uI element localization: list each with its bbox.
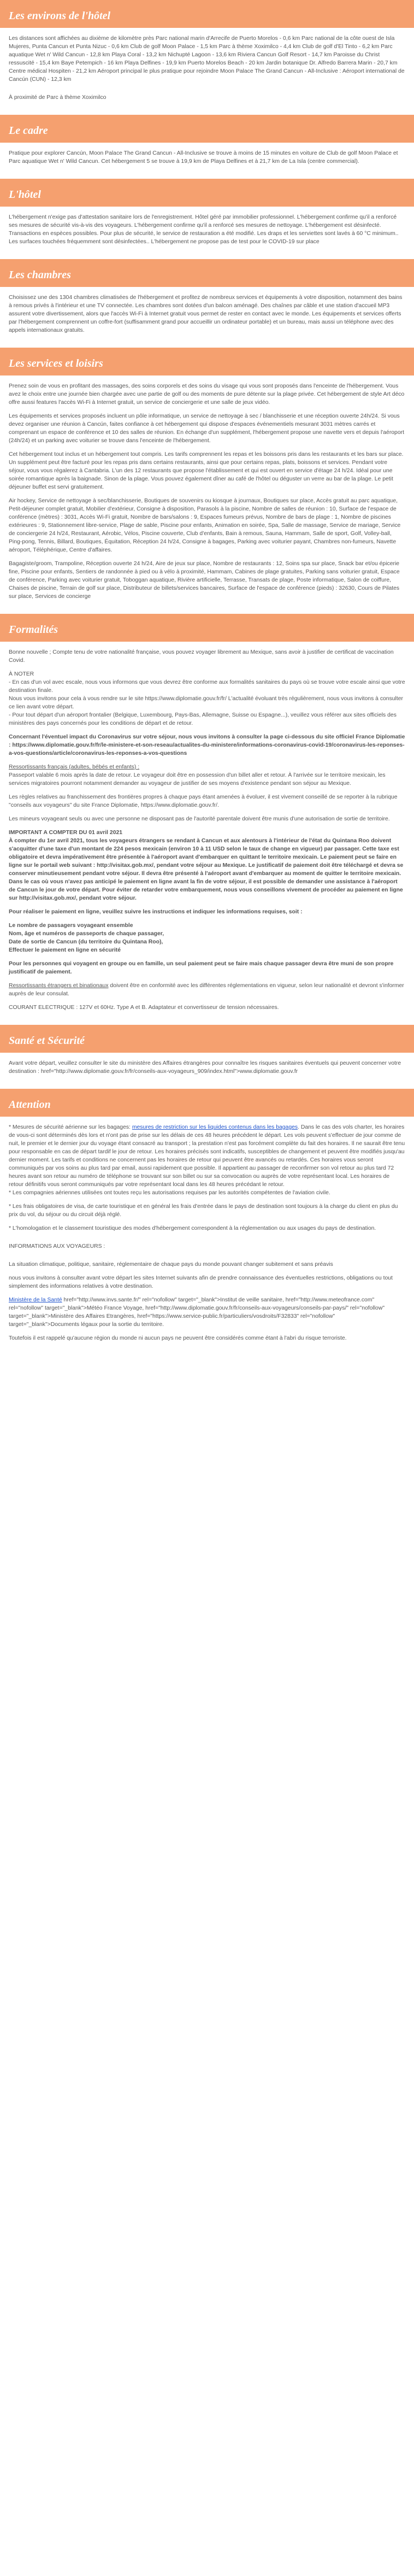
attention-bagages [9,1123,405,1197]
section-title-sante: Santé et Sécurité [0,1025,414,1053]
attention-compagnies: * Les compagnies aériennes utilisées ont toutes reçu les autorisations requises par les autorités compétentes de l'aviation civile. [9,1190,330,1196]
formalites-intro: Bonne nouvelle ; Compte tenu de votre nationalité française, vous pouvez voyager librement au Mexique, sans avoir à justifier de certificat de vaccination Covid. [9,649,394,664]
attention-terrorisme: Toutefois il est rappelé qu'aucune région du monde ni aucun pays ne peuvent être considérés comme étant à l'abri du risque terroriste. [9,1335,347,1341]
attention-info-title: INFORMATIONS AUX VOYAGEURS : [9,1243,105,1249]
formalites-important-title: IMPORTANT A COMPTER DU 01 avril 2021 [9,830,123,836]
hotel-text: L'hébergement n'exige pas d'attestation sanitaire lors de l'enregistrement. Hôtel géré par immobilier professionnel. L'hébergement confirme qu'il a renforcé ses mesures de sécurité vis-à-vis des voyageurs. L'hébergement confirme qu'il a renforcé ses mesures de nettoyage. L'hébergement est désinfecté. Transactions en espèces possibles. Pour plus de sécurité, le service de restauration a été modifié. Les draps et les serviettes sont lavés à 60 °C minimum.. Les surfaces touchées fréquemment sont désinfectées.. L'hébergement ne propose pas de test pour le COVID-19 sur place [9,214,399,245]
section-title-formalites: Formalités [0,614,414,642]
formalites-ressortissants [9,763,405,788]
formalites-list-item: Nom, âge et numéros de passeports de chaque passager, [9,931,164,937]
sante-text: Avant votre départ, veuillez consulter le site du ministère des Affaires étrangères pour connaître les risques sanitaires éventuels qui peuvent concerner votre destination : href="http://www.diplomatie.gouv.fr/fr/conseils-aux-voyageurs_909/index.html">www.diplomatie.gouv.fr [9,1060,401,1075]
section-title-cadre: Le cadre [0,115,414,143]
formalites-etrangers [9,982,405,998]
section-title-chambres: Les chambres [0,259,414,287]
section-title-attention: Attention [0,1089,414,1117]
liquides-link[interactable]: mesures de restriction sur les liquides contenus dans les bagages [132,1124,298,1130]
section-sante [0,1025,414,1089]
section-chambres [0,259,414,348]
section-title-services: Les services et loisirs [0,348,414,375]
attention-links [9,1296,405,1329]
formalites-list-item: Le nombre de passagers voyageant ensemble [9,923,133,929]
services-text-1: Prenez soin de vous en profitant des massages, des soins corporels et des soins du visage qui vous sont proposés dans l'enceinte de l'hébergement. Vous avez le choix entre une journée bien chargée avec une partie de golf ou des moments de pure détente sur la plage privée. Cet hébergement de style Art déco offre aussi features l'accès Wi-Fi à Internet gratuit, un service de conciergerie et une salle de jeux vidéo. [9,383,405,406]
formalites-courant: COURANT ELECTRIQUE : 127V et 60Hz. Type A et B. Adaptateur et convertisseur de tension nécessaires. [9,1005,279,1011]
section-title-hotel: L'hôtel [0,179,414,207]
formalites-important-text: À compter du 1er avril 2021, tous les voyageurs étrangers se rendant à Cancun et aux alentours à l'intérieur de l'état du Quintana Roo doivent s'acquitter d'une taxe d'un montant de 224 pesos mexicain (environ 10 à 11 USD selon le taux de change en vigueur) par passager. Cette taxe est obligatoire et devra impérativement être présentée à l'aéroport avant d'embarquer en quittant le territoire mexicain. Le paiement peut se faire en ligne sur le portail web suivant : http://visitax.gob.mx/, pendant votre séjour au Mexique. Le justificatif de paiement doit être téléchargé et devra se conserver minutieusement pendant votre séjour. Il devra être présenté à l'aéroport avant d'embarquer au moment de quitter le territoire mexicain. Dans le cas où vous n'avez pas anticipé le paiement en ligne avant la fin de votre séjour, il est possible de demander une assistance à l'aéroport de Cancun le jour de votre départ. Pour éviter de retarder votre embarquement, nous vous conseillons vivement de procéder au paiement en ligne sur http://visitax.gob.mx/, pendant votre séjour. [9,838,404,901]
formalites-note-escale: - En cas d'un vol avec escale, nous vous informons que vous devrez être conforme aux formalités sanitaires du pays où se trouve votre escale ainsi que votre destination finale. [9,679,405,694]
formalites-paiement-list [9,922,405,954]
attention-homologation: * L'homologation et le classement touristique des modes d'hébergement correspondent à la réglementation ou aux usages du pays de destination. [9,1225,376,1231]
environs-proximity: À proximité de Parc à thème Xoximilco [9,95,107,101]
formalites-ressortissants-title: Ressortissants français (adultes, bébés et enfants) : [9,764,140,770]
formalites-note-title: À NOTER [9,671,34,677]
formalites-frontieres: Les règles relatives au franchissement des frontières propres à chaque pays étant amenées à évoluer, il est vivement conseillé de se reporter à la rubrique "conseils aux voyageurs" du site France Diplomatie, https://www.diplomatie.gouv.fr/. [9,794,398,808]
formalites-important [9,829,405,902]
services-text-5: Bagagiste/groom, Trampoline, Réception ouverte 24 h/24, Aire de jeux sur place, Nombre de restaurants : 12, Soins spa sur place, Snack bar et/ou épicerie fine, Piscine pour enfants, Sentiers de randonnée à pied ou à vélo à proximité, Hammam, Cabines de plage gratuites, Parking sans voiturier gratuit, Espace de conférence, Parking avec voiturier gratuit, Toboggan aquatique, Rivière artificielle, Terrasse, Transats de plage, Poste informatique, Salon de coiffure, Chaises de piscine, Terrain de golf sur place, Distributeur de billets/services bancaires, Surface de l'espace de conférence (pieds) : 32630, Cours de Pilates sur place, Services de concierge [9,561,400,600]
attention-situation: La situation climatique, politique, sanitaire, réglementaire de chaque pays du monde pouvant changer subitement et sans préavis [9,1261,333,1268]
attention-frais: * Les frais obligatoires de visa, de carte touristique et en général les frais d'entrée dans le pays de destination sont toujours à la charge du client en plus du prix du vol, du séjour ou du circuit déjà réglé. [9,1204,398,1218]
environs-distances: Les distances sont affichées au dixième de kilomètre près Parc national marin d'Arrecife de Puerto Morelos - 0,6 km Parc national de la côte ouest de Isla Mujeres, Punta Cancun et Punta Nizuc - 0,6 km Club de golf Moon Palace - 1,5 km Parc à thème Xoximilco - 4,4 km Club de golf d'El Tinto - 6,2 km Parc aquatique Wet n' Wild Cancun - 12,8 km Playa Coral - 13,2 km Nichupté Lagoon - 13,6 km Riviera Cancun Golf Resort - 14,7 km Paroisse du Christ ressuscité - 15,4 km Baye Petempich - 16 km Playa Delfines - 19,9 km Puerto Morelos Beach - 20 km Jardin botanique Dr. Alfredo Barrera Marin - 20,7 km Centre médical Hospiten - 21,2 km Aéroport principal le plus pratique pour rejoindre Moon Palace The Grand Cancun - All-Inclusive : Aéroport international de Cancún (CUN) - 12,3 km [9,36,405,83]
formalites-note-frontalier: - Pour tout départ d'un aéroport frontalier (Belgique, Luxembourg, Pays-Bas, Allemagne, Suisse ou Espagne...), veuillez vous référer aux sites officiels des ministères des pays concernés pour les conditions de départ et de retour. [9,712,397,726]
section-attention [0,1089,414,1356]
formalites-groupe: Pour les personnes qui voyagent en groupe ou en famille, un seul paiement peut se faire mais chaque passager devra être muni de son propre justificatif de paiement. [9,961,394,975]
formalites-etrangers-title: Ressortissants étrangers et binationaux [9,983,109,989]
ministere-sante-link[interactable]: Ministère de la Santé [9,1297,62,1303]
formalites-paiement: Pour réaliser le paiement en ligne, veuillez suivre les instructions et indiquer les informations requises, soit : [9,909,303,915]
formalites-mineurs: Les mineurs voyageant seuls ou avec une personne ne disposant pas de l'autorité parentale doivent être munis d'une autorisation de sortie de territoire. [9,816,390,822]
services-text-4: Air hockey, Service de nettoyage à sec/blanchisserie, Boutiques de souvenirs ou kiosque à journaux, Boutiques sur place, Accès gratuit au parc aquatique, Petit-déjeuner complet gratuit, Mobilier d'extérieur, Consigne à disposition, Parasols à la piscine, Nombre de salles de réunion : 10, Surface de l'espace de conférence (mètres) : 3031, Accès Wi-Fi gratuit, Nombre de bars/salons : 9, Espaces fumeurs prévus, Nombre de bars de plage : 1, Nombre de piscines extérieures : 9, Stationnement libre-service, Plage de sable, Piscine pour enfants, Animation en soirée, Spa, Salle de massage, Service de mariage, Service de conciergerie 24 h/24, Restaurant, Aérobic, Vélos, Piscine couverte, Club d'enfants, Bain à remous, Sauna, Hammam, Salle de sport, Golf, Volley-ball, Ping-pong, Tennis, Billard, Boutiques, Équitation, Réception 24 h/24, Consigne à bagages, Parking avec voiturier payant, Chambres non-fumeurs, Navette aéroport, Téléphérique, Centre d'affaires. [9,498,401,553]
chambres-text: Choisissez une des 1304 chambres climatisées de l'hébergement et profitez de nombreux services et équipements à votre disposition, notamment des bains à remous privés à l'intérieur et une TV connectée. Les chambres sont dotées d'un balcon aménagé. Des chaînes par câble et une station d'accueil MP3 assurent votre divertissement, alors que l'accès Wi-Fi à Internet gratuit vous permet de rester en contact avec le monde. Les équipements et services offerts par l'hébergement comprennent un coffre-fort (suffisamment grand pour accueillir un ordinateur portable) et un bureau, mais aussi un téléphone avec des appels internationaux gratuits. [9,295,403,333]
attention-bagages-text: . Dans le cas des vols charter, les horaires de vous-ci sont déterminés dès lors et n'ont pas de prise sur les délais de ces 48 heures précédent le départ. Les vols peuvent s'effectuer de jour comme de nuit, le premier et le dernier jour du voyage étant consacré au transport ; la prestation n'est pas forcément complète du fait des horaires. Il ne saurait être tenu pour responsable en cas de départ tardif le jour de retour. Les horaires précisés sont indicatifs, susceptibles de changement et peuvent être modifiés jusqu'au dernier moment. Les tarifs et conditions ne concernent pas les horaires de retour qui peuvent être avancés ou retardés. Ces horaires vous seront communiqués par vos soins au plus tard par email, aussi rapidement que possible. Il appartient au passager de reconfirmer son vol retour au plus tard 72 heures avant son retour au numéro de téléphone se trouvant sur son billet ou sur sa convocation ou auprès de votre représentant local. Les horaires de retour définitifs vous seront communiqués par votre représentant local dans les 48 heures précédant le retour. [9,1124,405,1188]
section-cadre [0,115,414,179]
section-environs [0,0,414,115]
section-title-environs: Les environs de l'hôtel [0,0,414,28]
formalites-note-site: Nous vous invitons pour cela à vous rendre sur le site https://www.diplomatie.gouv.fr/fr/ L'actualité évoluant très régulièrement, nous vous invitons à consulter ce lien avant votre départ. [9,696,403,710]
formalites-ressortissants-text: Passeport valable 6 mois après la date de retour. Le voyageur doit être en possession d'un billet aller et retour. À l'arrivée sur le territoire mexicain, les services migratoires pourront notamment demander au voyageur de justifier de ses moyens d'existence pendant son séjour au Mexique. [9,772,386,787]
services-text-3: Cet hébergement tout inclus et un hébergement tout compris. Les tarifs comprennent les repas et les boissons pris dans les restaurants et les bars sur place. Un supplément peut être facturé pour les repas pris dans certains restaurants, ainsi que pour certains repas, plats, boissons et services. Pendant votre séjour, vous vous régalerez à Cantabria. L'un des 12 restaurants que propose l'établissement et qui est ouvert en service d'étage 24 h/24. Idéal pour une soirée romantique après la baignade. Sinon de la plage. Vous pouvez également dîner au café de l'hôtel ou déguster un verre au bar de la plage. Le petit déjeuner buffet est servi gratuitement. [9,451,404,490]
cadre-text: Pratique pour explorer Cancún, Moon Palace The Grand Cancun - All-Inclusive se trouve à moins de 15 minutes en voiture de Club de golf Moon Palace et Parc aquatique Wet n' Wild Cancun. Cet hébergement 5 se trouve à 19,9 km de Playa Delfines et à 21,7 km de La Isla (centre commercial). [9,150,398,165]
services-text-2: Les équipements et services proposés incluent un pôle informatique, un service de nettoyage à sec / blanchisserie et une réception ouverte 24h/24. Si vous devez organiser une réunion à Cancún, faites confiance à cet hébergement qui dispose d'espaces événementiels mesurant 3031 mètres carrés et comprenant un espace de conférence et 10 des salles de réunion. En échange d'un supplément, l'hébergement propose une navette vers et depuis l'aéroport (24h/24) et un parking avec voiturier se trouve dans l'enceinte de l'hébergement. [9,413,404,444]
formalites-list-item: Date de sortie de Cancun (du territoire du Quintana Roo), [9,939,163,945]
attention-invitation: nous vous invitons à consulter avant votre départ les sites Internet suivants afin de prendre connaissance des éventuelles restrictions, obligations ou tout simplement des informations relatives à votre destination. [9,1275,393,1289]
formalites-note [9,670,405,727]
formalites-list-item: Effectuer le paiement en ligne en sécurité [9,947,121,953]
formalites-etrangers-text: doivent être en conformité avec les différentes réglementations en vigueur, selon leur nationalité et devront s'informer auprès de leur consulat. [9,983,404,997]
formalites-coronavirus: Concernant l'éventuel impact du Coronavirus sur votre séjour, nous vous invitons à consulter la page ci-dessous du site officiel France Diplomatie : https://www.diplomatie.gouv.fr/fr/le-ministere-et-son-reseau/actualites-du-ministere/informations-coronavirus-covid-19/coronavirus-les-reponses-a-vos-questions/article/coronavirus-les-reponses-a-vos-questions [9,734,405,756]
attention-links-text: href="http://www.invs.sante.fr/" rel="nofollow" target="_blank">Institut de veille sanitaire, href="http://www.meteofrance.com" rel="nofollow" target="_blank">Météo France Voyage, href="http://www.diplomatie.gouv.fr/fr/conseils-aux-voyageurs/conseils-par-pays/" rel="nofollow" target="_blank">Ministère des Affaires Etrangères, href="https://www.service-public.fr/particuliers/vosdroits/F32833" rel="nofollow" target="_blank">Documents légaux pour la sortie du territoire. [9,1297,385,1328]
section-hotel [0,179,414,259]
section-formalites [0,614,414,1025]
attention-bagages-intro: * Mesures de sécurité aérienne sur les bagages: [9,1124,132,1130]
section-services [0,348,414,614]
